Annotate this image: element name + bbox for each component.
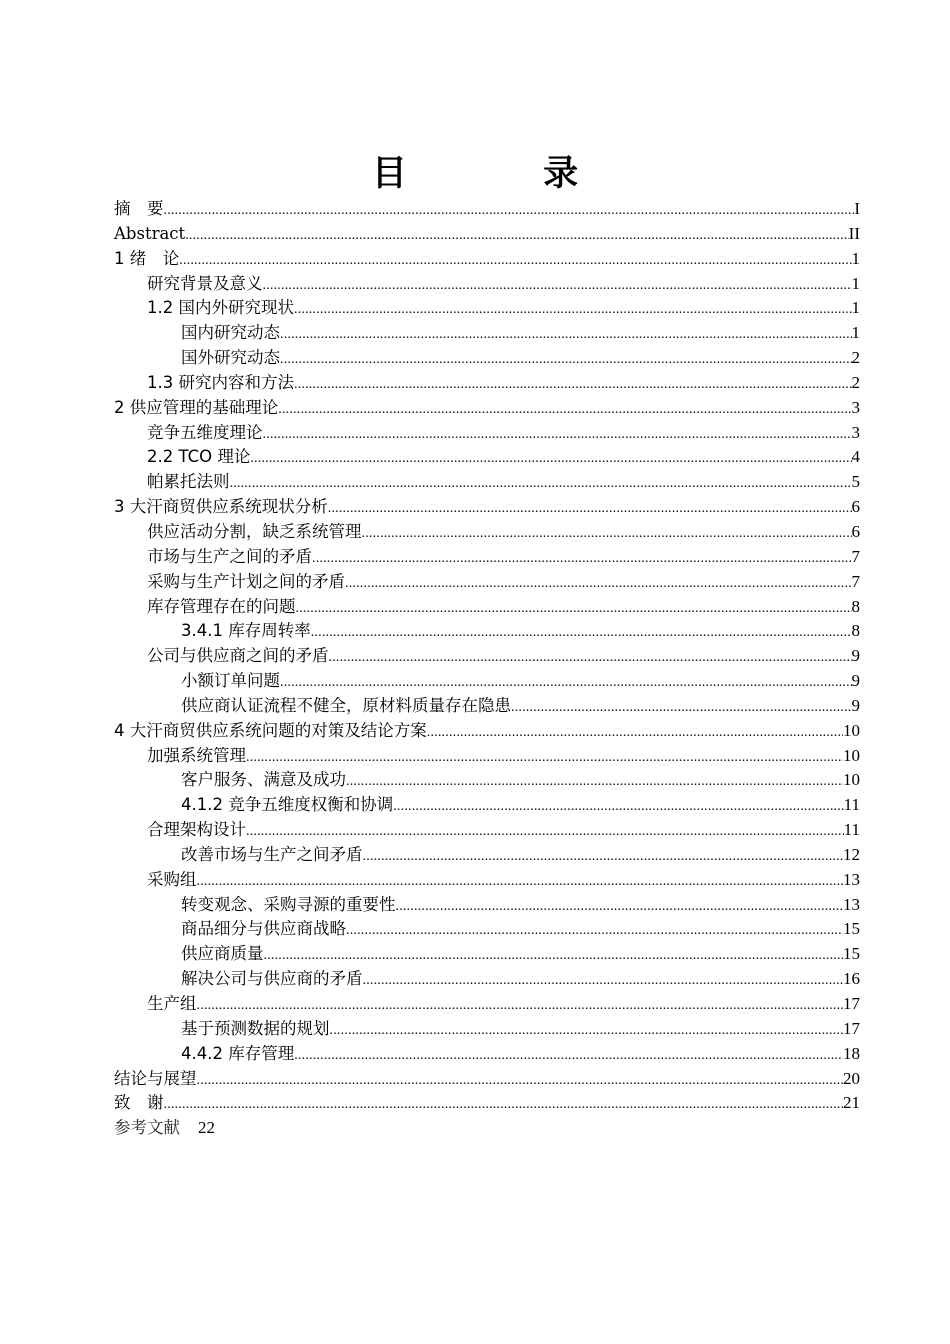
toc-entry[interactable] <box>114 992 860 1017</box>
toc-dot-leader <box>197 1069 844 1094</box>
toc-page-number: I <box>854 199 860 218</box>
toc-page-number: 9 <box>851 646 860 666</box>
toc-page-number: 16 <box>843 969 860 989</box>
toc-entry-title: 帕累托法则 <box>147 472 230 492</box>
toc-page-number: 2 <box>851 372 860 392</box>
toc-page-number: 20 <box>843 1068 860 1088</box>
toc-entry-title: 2.2 TCO 理论 <box>147 447 251 467</box>
toc-entry-title: 转变观念、采购寻源的重要性 <box>181 894 396 914</box>
toc-entry[interactable] <box>114 470 860 495</box>
toc-entry[interactable] <box>114 942 860 967</box>
toc-dot-leader <box>263 423 852 448</box>
toc-entry[interactable] <box>114 1042 860 1067</box>
toc-dot-leader <box>164 199 855 224</box>
toc-dot-leader <box>330 1019 844 1044</box>
toc-page-number: 1 <box>851 323 860 343</box>
toc-dot-leader <box>296 597 852 622</box>
toc-entry[interactable] <box>114 346 860 371</box>
toc-page-number: 8 <box>851 621 860 641</box>
toc-page-number: 18 <box>843 1043 860 1063</box>
toc-page-number: 13 <box>843 894 860 914</box>
toc-entry-title: 参考文献 <box>114 1118 180 1138</box>
toc-entry[interactable] <box>114 197 860 222</box>
toc-page-number: 5 <box>851 472 860 492</box>
toc-dot-leader <box>197 870 844 895</box>
toc-entry-title: 致 谢 <box>114 1093 164 1113</box>
toc-page-number: 9 <box>851 671 860 691</box>
toc-entry-title: 小额订单问题 <box>181 671 280 691</box>
toc-entry-title: 库存管理存在的问题 <box>147 596 296 616</box>
toc-entry-title: 研究背景及意义 <box>147 273 263 293</box>
toc-entry[interactable] <box>114 893 860 918</box>
toc-dot-leader <box>185 224 848 249</box>
toc-dot-leader <box>393 795 843 820</box>
toc-page-number: 22 <box>198 1118 215 1138</box>
toc-page-number: 6 <box>851 497 860 517</box>
toc-entry[interactable] <box>114 445 860 470</box>
toc-entry-title: 市场与生产之间的矛盾 <box>147 546 312 566</box>
toc-entry-title: 供应活动分割，缺乏系统管理 <box>147 521 362 541</box>
toc-entry[interactable] <box>114 421 860 446</box>
toc-entry-title: 商品细分与供应商战略 <box>181 919 346 939</box>
toc-entry[interactable] <box>114 296 860 321</box>
toc-page-number: 4 <box>851 447 860 467</box>
toc-entry-title: 公司与供应商之间的矛盾 <box>147 646 329 666</box>
toc-page-number: 15 <box>843 919 860 939</box>
toc-entry[interactable] <box>114 719 860 744</box>
toc-entry-title: 2 供应管理的基础理论 <box>114 397 279 417</box>
toc-entry[interactable] <box>114 669 860 694</box>
toc-dot-leader <box>230 472 852 497</box>
toc-entry-title: 采购组 <box>147 869 197 889</box>
toc-entry[interactable] <box>114 1067 860 1092</box>
toc-dot-leader <box>294 298 852 323</box>
toc-entry-title: 1.2 国内外研究现状 <box>147 298 294 318</box>
toc-entry[interactable] <box>114 1091 860 1116</box>
toc-entry[interactable] <box>114 768 860 793</box>
toc-entry-title: 摘 要 <box>114 199 164 218</box>
toc-dot-leader <box>363 969 844 994</box>
toc-dot-leader <box>294 373 852 398</box>
toc-dot-leader <box>328 497 852 522</box>
toc-entry[interactable] <box>114 570 860 595</box>
toc-entry-title: 合理架构设计 <box>147 820 246 840</box>
toc-entry-title: 解决公司与供应商的矛盾 <box>181 969 363 989</box>
toc-dot-leader <box>362 522 852 547</box>
toc-page-number: 1 <box>851 248 860 268</box>
toc-page-number: 8 <box>851 596 860 616</box>
toc-dot-leader <box>197 994 844 1019</box>
toc-entry-title: 生产组 <box>147 994 197 1013</box>
toc-entry[interactable] <box>114 619 860 644</box>
toc-entry-title: 采购与生产计划之间的矛盾 <box>147 571 345 591</box>
toc-page-number: 15 <box>843 944 860 964</box>
page-title: 目 录 <box>371 154 641 194</box>
toc-page-number: 21 <box>843 1093 860 1113</box>
toc-dot-leader <box>427 721 843 746</box>
toc-page-number: 11 <box>843 795 860 815</box>
toc-entry[interactable] <box>114 520 860 545</box>
toc-entry-title: 加强系统管理 <box>147 745 246 765</box>
toc-entry-title: 国外研究动态 <box>181 348 280 368</box>
toc-dot-leader <box>263 274 852 299</box>
toc-entry[interactable] <box>114 1017 860 1042</box>
toc-dot-leader <box>278 398 851 423</box>
toc-dot-leader <box>329 646 852 671</box>
toc-page-number: 9 <box>851 695 860 715</box>
toc-entry-title: 4.1.2 竞争五维度权衡和协调 <box>181 795 394 815</box>
toc-dot-leader <box>511 696 852 721</box>
toc-entry-title: 4 大汗商贸供应系统问题的对策及结论方案 <box>114 720 427 740</box>
toc-page-number: 10 <box>843 745 860 765</box>
toc-entry-title: 供应商质量 <box>181 944 264 964</box>
toc-entry[interactable] <box>114 694 860 719</box>
toc-page-number: 17 <box>843 994 860 1013</box>
toc-entry-title: 4.4.2 库存管理 <box>181 1043 295 1063</box>
toc-page-number: 1 <box>851 298 860 318</box>
toc-page-number: 17 <box>843 1018 860 1038</box>
toc-entry[interactable] <box>114 843 860 868</box>
toc-dot-leader <box>280 348 852 373</box>
toc-entry-title: 竞争五维度理论 <box>147 422 263 442</box>
toc-dot-leader <box>346 919 843 944</box>
toc-entry[interactable] <box>114 272 860 297</box>
toc-entry[interactable] <box>114 222 860 247</box>
toc-page-number: 11 <box>843 820 860 840</box>
toc-page-number: 12 <box>843 844 860 864</box>
toc-page-number: 10 <box>843 720 860 740</box>
toc-page-number: 13 <box>843 869 860 889</box>
toc-dot-leader <box>312 547 852 572</box>
toc-entry[interactable] <box>114 917 860 942</box>
toc-page-number: 6 <box>851 521 860 541</box>
toc-entry-title: 基于预测数据的规划 <box>181 1018 330 1038</box>
toc-entry-title: 结论与展望 <box>114 1068 197 1088</box>
toc-page-number: 7 <box>851 571 860 591</box>
toc-entry-title: 供应商认证流程不健全，原材料质量存在隐患 <box>181 695 511 715</box>
toc-entry[interactable] <box>114 1116 860 1141</box>
toc-entry-title: 3.4.1 库存周转率 <box>181 621 311 641</box>
toc-dot-leader <box>363 845 844 870</box>
toc-dot-leader <box>345 572 852 597</box>
toc-entry-title: 3 大汗商贸供应系统现状分析 <box>114 497 328 517</box>
toc-dot-leader <box>280 323 852 348</box>
toc-entry-title: 1.3 研究内容和方法 <box>147 372 294 392</box>
toc-entry-title: 客户服务、满意及成功 <box>181 770 346 790</box>
toc-entry[interactable] <box>114 396 860 421</box>
toc-dot-leader <box>396 895 844 920</box>
toc-dot-leader <box>179 249 851 274</box>
toc-entry[interactable] <box>114 744 860 769</box>
toc-entry[interactable] <box>114 967 860 992</box>
toc-dot-leader <box>264 944 844 969</box>
toc-entry[interactable] <box>114 545 860 570</box>
toc-entry[interactable] <box>114 321 860 346</box>
toc-entry[interactable] <box>114 868 860 893</box>
toc-entry[interactable] <box>114 595 860 620</box>
toc-entry[interactable] <box>114 818 860 843</box>
toc-dot-leader <box>246 820 844 845</box>
toc-page-number: 2 <box>851 348 860 368</box>
toc-entry[interactable] <box>114 495 860 520</box>
toc-dot-leader <box>294 1044 843 1069</box>
table-of-contents <box>114 197 860 1141</box>
toc-entry[interactable] <box>114 793 860 818</box>
toc-page-number: 10 <box>843 770 860 790</box>
toc-page-number: 3 <box>851 397 860 417</box>
toc-dot-leader <box>250 447 851 472</box>
toc-entry[interactable] <box>114 371 860 396</box>
toc-entry[interactable] <box>114 247 860 272</box>
toc-entry-title: Abstract <box>114 223 186 243</box>
toc-dot-leader <box>311 621 852 646</box>
toc-dot-leader <box>164 1093 844 1118</box>
toc-entry-title: 改善市场与生产之间矛盾 <box>181 844 363 864</box>
toc-page-number: 7 <box>851 546 860 566</box>
toc-page-number: 3 <box>851 422 860 442</box>
toc-dot-leader <box>346 770 843 795</box>
toc-page-number: II <box>848 223 860 243</box>
toc-dot-leader <box>246 746 843 771</box>
toc-dot-leader <box>280 671 852 696</box>
toc-entry-title: 1 绪 论 <box>114 248 180 268</box>
toc-entry[interactable] <box>114 644 860 669</box>
toc-entry-title: 国内研究动态 <box>181 323 280 343</box>
toc-page-number: 1 <box>851 273 860 293</box>
